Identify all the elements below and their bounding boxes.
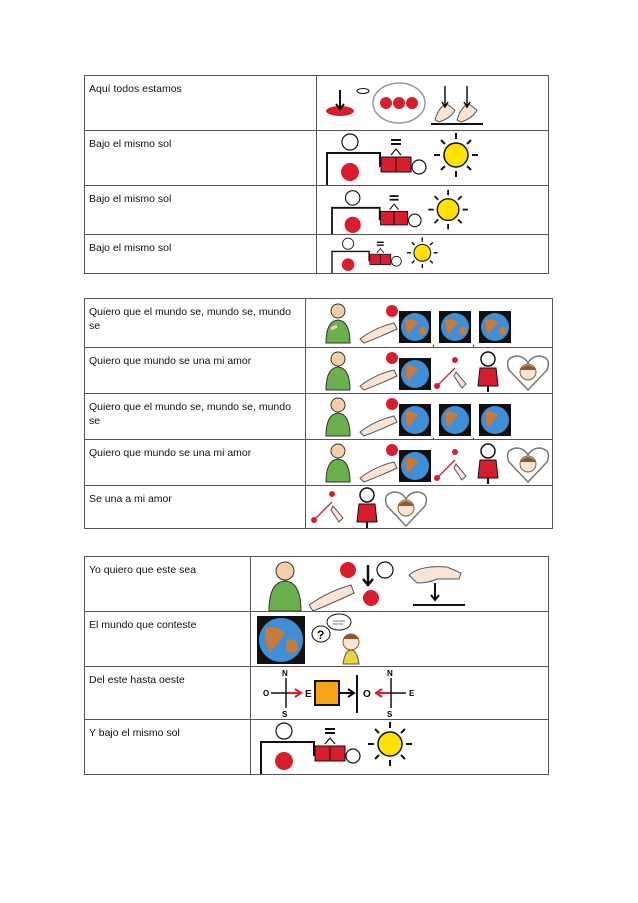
hand-want-icon: [360, 352, 398, 390]
todos-estamos-pictogram: [317, 76, 549, 131]
world-icon: [439, 311, 471, 343]
love-heart-icon: [386, 492, 427, 526]
under-icon: [327, 134, 380, 185]
unite-icon: [311, 491, 343, 523]
una-amor-pictogram: [306, 486, 553, 529]
sun-icon: [407, 237, 438, 268]
this-icon: [363, 562, 393, 606]
same-icon: [381, 196, 422, 227]
lyric-cell: Quiero que el mundo se, mundo se, mundo se: [85, 394, 306, 440]
question-mark: ?: [317, 628, 325, 642]
sun-icon: [434, 133, 478, 177]
table-row: [85, 348, 553, 394]
pictogram-cell: [251, 612, 549, 667]
love-heart-icon: [508, 448, 549, 482]
north-label: N: [387, 669, 393, 678]
hand-want-icon: [360, 444, 398, 482]
table-2: [84, 298, 553, 529]
my-person-icon: [357, 488, 377, 528]
pictogram-cell: [317, 235, 549, 274]
lyric-cell: Quiero que el mundo se, mundo se, mundo se: [85, 299, 306, 348]
under-icon: [332, 238, 369, 273]
table-row: [85, 394, 553, 440]
table-row: [85, 76, 549, 131]
quiero-mundo-una-amor-pictogram: [306, 348, 553, 394]
world-icon: [399, 404, 431, 436]
world-icon: [439, 404, 471, 436]
comma-mark: ,: [432, 431, 435, 440]
pictogram-cell: [317, 131, 549, 186]
lyric-cell: Bajo el mismo sol: [85, 235, 317, 274]
south-label: S: [282, 710, 288, 719]
world-icon: [479, 311, 511, 343]
be-icon: [409, 567, 465, 605]
world-icon: [257, 616, 305, 664]
world-icon: [399, 311, 431, 343]
quiero-mundo-una-amor-pictogram: [306, 440, 553, 486]
unite-icon: [434, 357, 466, 389]
world-icon: [399, 450, 431, 482]
pictogram-cell: [306, 486, 553, 529]
west-label: O: [363, 689, 371, 700]
under-icon: [332, 191, 380, 235]
lyric-cell: Bajo el mismo sol: [85, 131, 317, 186]
table-1: [84, 75, 549, 274]
pictogram-cell: [306, 348, 553, 394]
table-row: [85, 667, 549, 720]
comma-mark: ,: [432, 338, 435, 348]
person-i-icon: [326, 444, 350, 482]
table-row: [85, 299, 553, 348]
same-icon: [315, 729, 360, 763]
table-row: [85, 186, 549, 235]
person-i-icon: [326, 398, 350, 436]
lyric-cell: Y bajo el mismo sol: [85, 720, 251, 775]
quiero-este-sea-pictogram: [251, 557, 549, 612]
unite-icon: [434, 449, 466, 481]
person-i-icon: [326, 304, 350, 343]
hand-want-icon: [360, 305, 398, 343]
pictogram-cell: [306, 299, 553, 348]
world-icon: [399, 358, 431, 390]
north-label: N: [282, 669, 288, 678]
pictogram-cell: [306, 394, 553, 440]
pictogram-cell: [251, 667, 549, 720]
quiero-mundo-se-pictogram: [306, 299, 553, 348]
same-icon: [370, 242, 402, 266]
mismo-sol-pictogram: [317, 131, 549, 186]
lyric-cell: Del este hasta oeste: [85, 667, 251, 720]
lyric-cell: Quiero que mundo se una mi amor: [85, 440, 306, 486]
my-person-icon: [478, 352, 498, 392]
table-row: [85, 235, 549, 274]
este-oeste-pictogram: [251, 667, 549, 720]
person-i-icon: [269, 562, 301, 611]
table-row: [85, 612, 549, 667]
table-row: [85, 720, 549, 775]
pictogram-cell: [306, 440, 553, 486]
comma-mark: ,: [472, 431, 475, 440]
from-to-icon: [315, 675, 357, 713]
lyric-cell: El mundo que conteste: [85, 612, 251, 667]
table-row: [85, 557, 549, 612]
east-compass-icon: [263, 669, 312, 719]
love-heart-icon: [508, 356, 549, 390]
person-i-icon: [326, 352, 350, 390]
mismo-sol-pictogram: [317, 235, 549, 274]
table-row: [85, 486, 553, 529]
quiero-mundo-se-pictogram: [306, 394, 553, 440]
east-label: E: [305, 689, 312, 700]
mundo-conteste-pictogram: [251, 612, 549, 667]
pictogram-cell: [317, 76, 549, 131]
table-3: [84, 556, 549, 775]
group-circle-icon: [373, 83, 425, 123]
lyric-cell: Aquí todos estamos: [85, 76, 317, 131]
sun-icon: [368, 722, 412, 766]
comma-mark: ,: [472, 338, 475, 348]
sun-icon: [428, 190, 468, 230]
lyric-cell: Bajo el mismo sol: [85, 186, 317, 235]
south-label: S: [387, 710, 393, 719]
same-icon: [381, 140, 426, 174]
mismo-sol-pictogram: [251, 720, 549, 775]
pictogram-cell: [251, 720, 549, 775]
hand-want-icon: [309, 562, 356, 611]
west-compass-icon: [363, 669, 415, 719]
pictogram-cell: [317, 186, 549, 235]
east-label: E: [409, 689, 415, 698]
lyric-cell: Yo quiero que este sea: [85, 557, 251, 612]
mismo-sol-pictogram: [317, 186, 549, 235]
hands-down-icon: [431, 86, 483, 124]
hand-want-icon: [360, 398, 398, 436]
down-arrow-disc-icon: [326, 89, 369, 117]
under-icon: [261, 723, 314, 774]
lyric-cell: Quiero que mundo se una mi amor: [85, 348, 306, 394]
my-person-icon: [478, 444, 498, 484]
lyric-cell: Se una a mi amor: [85, 486, 306, 529]
table-row: [85, 131, 549, 186]
pictogram-cell: [251, 557, 549, 612]
west-label: O: [263, 689, 270, 698]
table-row: [85, 440, 553, 486]
answer-icon: [312, 614, 359, 664]
world-icon: [479, 404, 511, 436]
